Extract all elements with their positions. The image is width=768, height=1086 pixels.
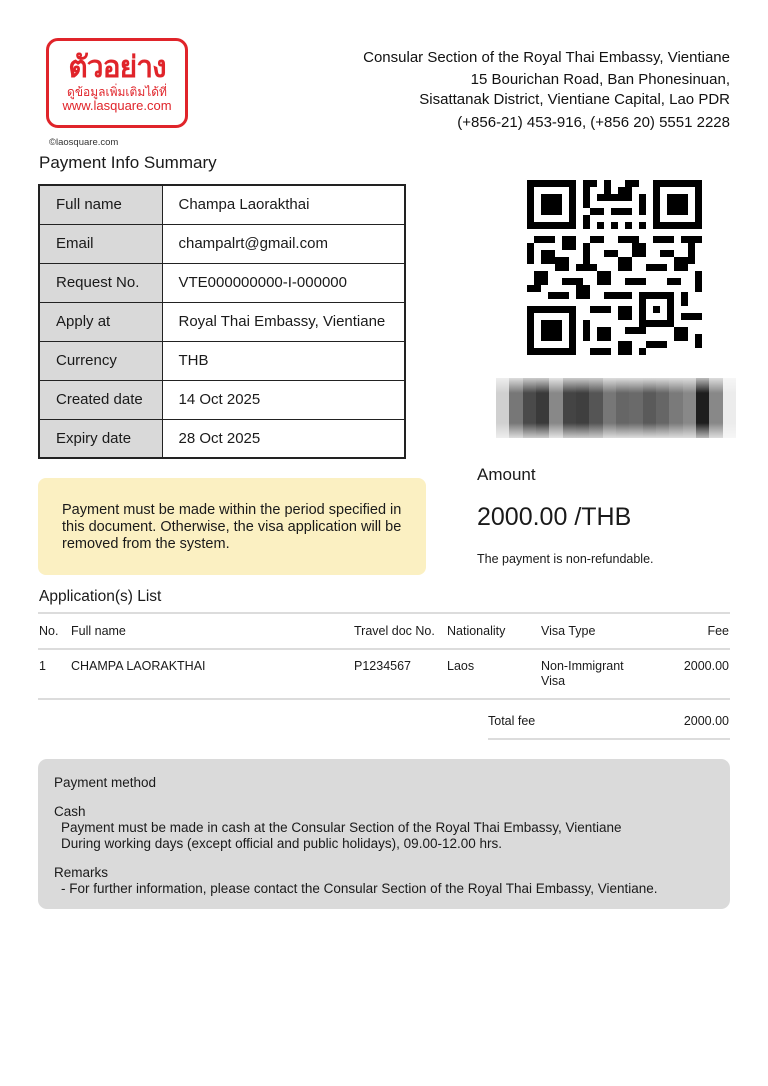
info-value: VTE000000000-I-000000 (162, 263, 405, 302)
info-label: Created date (39, 380, 162, 419)
summary-title: Payment Info Summary (39, 153, 217, 172)
address-line-1: 15 Bourichan Road, Ban Phonesinuan, (470, 71, 730, 88)
divider (38, 648, 730, 650)
cell-nationality: Laos (447, 659, 475, 673)
redacted-barcode (496, 378, 736, 438)
payment-method-type: Cash (54, 804, 86, 819)
info-row-currency (39, 341, 405, 380)
non-refundable-note: The payment is non-refundable. (477, 552, 654, 566)
payment-method-title: Payment method (54, 775, 157, 790)
payment-method-box (38, 759, 730, 909)
qr-code-icon (527, 180, 702, 355)
applications-title: Application(s) List (39, 588, 162, 605)
remarks-line: - For further information, please contact the Consular Section of the Royal Thai Embassy, Vientiane. (61, 881, 658, 896)
stamp-url: www.lasquare.com (62, 98, 172, 113)
info-label: Full name (39, 185, 162, 224)
column-header-travel-doc: Travel doc No. (354, 624, 435, 638)
divider (38, 612, 730, 614)
organization-header (363, 48, 730, 133)
info-row-created-date (39, 380, 405, 419)
total-fee-value: 2000.00 (683, 714, 729, 728)
stamp-title: ตัวอย่าง (68, 50, 166, 85)
info-value: champalrt@gmail.com (162, 224, 405, 263)
info-label: Email (39, 224, 162, 263)
info-label: Request No. (39, 263, 162, 302)
info-row-request-no (39, 263, 405, 302)
info-label: Currency (39, 341, 162, 380)
info-row-apply-at (39, 302, 405, 341)
info-value: Champa Laorakthai (162, 185, 405, 224)
cell-visa-type: Non-Immigrant Visa (541, 659, 624, 688)
organization-name: Consular Section of the Royal Thai Embassy, Vientiane (363, 49, 730, 66)
info-row-expiry-date (39, 419, 405, 458)
sample-watermark-stamp (46, 38, 188, 128)
cell-travel-doc: P1234567 (354, 659, 412, 673)
amount-value: 2000.00 /THB (477, 503, 632, 531)
info-row-email (39, 224, 405, 263)
payment-deadline-notice: Payment must be made within the period specified in this document. Otherwise, the visa application will be removed from the system. (38, 478, 426, 575)
info-label: Expiry date (39, 419, 162, 458)
amount-label: Amount (477, 465, 536, 484)
divider (488, 738, 730, 740)
info-value: Royal Thai Embassy, Vientiane (162, 302, 405, 341)
column-header-visa-type: Visa Type (541, 624, 596, 638)
column-header-no: No. (39, 624, 59, 638)
info-value: THB (162, 341, 405, 380)
copyright-text: ©laosquare.com (49, 137, 119, 148)
payment-instruction-line-2: During working days (except official and public holidays), 09.00-12.00 hrs. (61, 836, 502, 851)
info-value: 28 Oct 2025 (162, 419, 405, 458)
column-header-full-name: Full name (71, 624, 126, 638)
info-row-full-name (39, 185, 405, 224)
column-header-nationality: Nationality (447, 624, 506, 638)
payment-instruction-line-1: Payment must be made in cash at the Consular Section of the Royal Thai Embassy, Vientiane (61, 820, 622, 835)
cell-full-name: CHAMPA LAORAKTHAI (71, 659, 206, 673)
cell-no: 1 (39, 659, 46, 673)
cell-fee: 2000.00 (683, 659, 729, 673)
address-line-2: Sisattanak District, Vientiane Capital, Lao PDR (419, 91, 730, 108)
stamp-subtitle: ดูข้อมูลเพิ่มเติมได้ที่ (67, 85, 167, 99)
total-fee-label: Total fee (488, 714, 536, 728)
column-header-fee: Fee (707, 624, 729, 638)
divider (38, 698, 730, 700)
info-value: 14 Oct 2025 (162, 380, 405, 419)
phone-numbers: (+856-21) 453-916, (+856 20) 5551 2228 (457, 114, 730, 131)
remarks-title: Remarks (54, 865, 109, 880)
payment-info-table (38, 184, 406, 459)
info-label: Apply at (39, 302, 162, 341)
